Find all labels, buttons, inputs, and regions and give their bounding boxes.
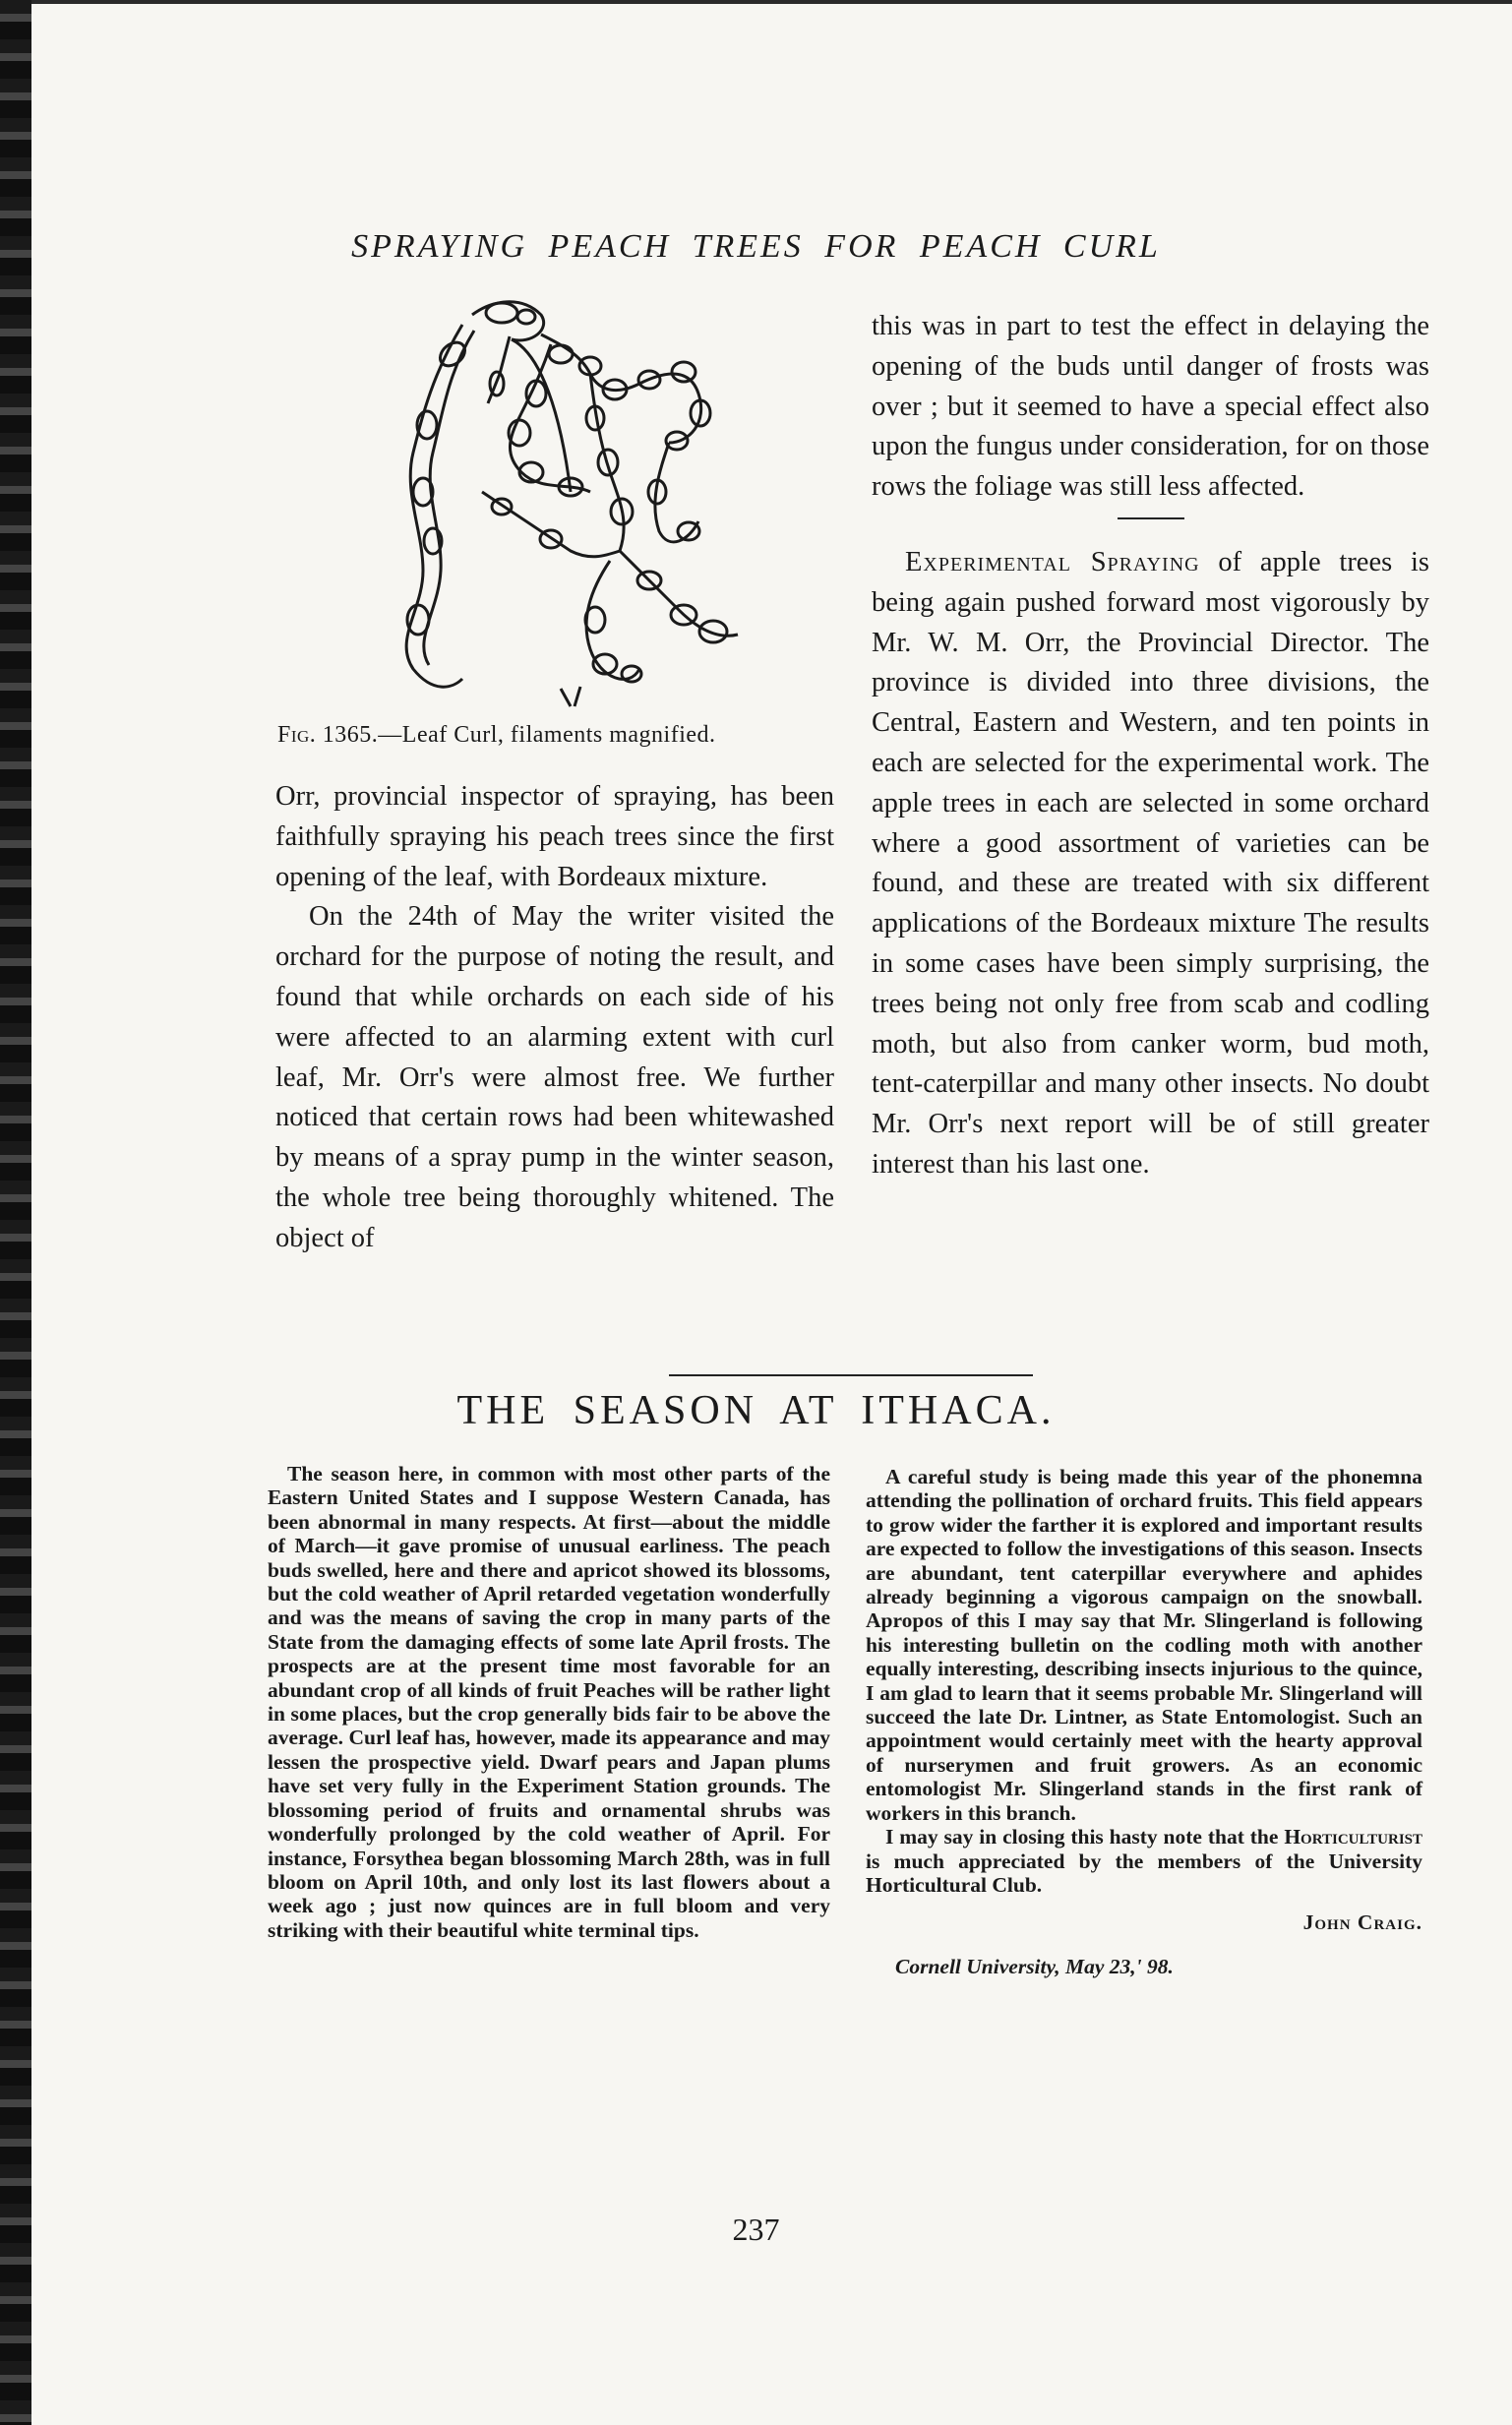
season-left-paragraph: The season here, in common with most other parts of the Eastern United States and I suppose Western Canada, has been abnormal in many respects. At first—about the middle of March—it gave promise of unusual earliness. The peach buds swelled, here and there and apricot showed its blossoms, but the cold weather of April retarded vegetation wonderfully and was the means of saving the crop in many parts of the State from the damaging effects of some late April frosts. The prospects are at the present time most favorable for an abundant crop of all kinds of fruit Peaches will be rather light in some places, but the crop generally bids fair to be above the average. Curl leaf has, however, made its appearance and may lessen the prospective yield. Dwarf pears and Japan plums have set very fully in the Experiment Station grounds. The blossoming period of fruits and ornamental shrubs was wonderfully prolonged by the cold weather of April. For instance, Forsythea began blossoming March 28th, was in full bloom on April 10th, and only lost its last flowers about a week ago ; just now quinces are in full bloom and very striking with their beautiful white terminal tips. [268,1462,830,1942]
short-divider [1118,517,1184,519]
page-number: 237 [732,2212,780,2247]
right-paragraph-2 [872,543,1429,1185]
running-head: SPRAYING PEACH TREES FOR PEACH CURL [351,228,1161,265]
binding-edge [0,0,31,2425]
section-title: THE SEASON AT ITHACA. [456,1388,1056,1433]
season-right-column [866,1465,1422,1978]
closing-text-before: I may say in closing this hasty note that the [885,1825,1285,1849]
experimental-spraying-lead: Experimental Spraying [905,546,1200,577]
right-paragraph-1: this was in part to test the effect in delaying the opening of the buds until danger of frosts was over ; but it seemed to have a special effect also upon the fungus under consideration, for on those rows the foliage was still less affected. [872,311,1429,503]
left-column [275,777,834,1259]
season-right-paragraph-2 [866,1825,1422,1897]
left-paragraph-1: Orr, provincial inspector of spraying, has been faithfully spraying his peach trees since the first opening of the leaf, with Bordeaux mixture. [275,781,834,892]
section-divider [669,1374,1033,1376]
left-paragraph-2: On the 24th of May the writer visited the orchard for the purpose of noting the result, and found that while orchards on each side of his were affected to an alarming extent with curl leaf, Mr. Orr's were almost free. We further noticed that certain rows had been whitewashed by means of a spray pump in the winter season, the whole tree being thoroughly whitened. The object of [275,901,834,1253]
author-signature: John Craig. [1302,1910,1422,1935]
right-paragraph-2-body: of apple trees is being again pushed forward most vigorously by Mr. W. M. Orr, the Provincial Director. The province is divided into three divisions, the Central, Eastern and Western, and ten points in each are selected for the experimental work. The apple trees in each are selected in some orchard where a good assortment of varieties can be found, and these are treated with six different applications of the Bordeaux mixture The results in some cases have been simply surprising, the trees being not only free from scab and codling moth, but also from canker worm, bud moth, tent-caterpillar and many other insects. No doubt Mr. Orr's next report will be of still greater interest than his last one. [872,546,1429,1180]
season-right-paragraph-1: A careful study is being made this year of the phonemna attending the pollination of orchard fruits. This field appears to grow wider the farther it is explored and important results are expected to follow the investigations of this season. Insects are abundant, tent caterpillar everywhere and aphides already beginning a vigorous campaign on the snowball. Apropos of this I may say that Mr. Slingerland is following his interesting bulletin on the codling moth with another equally interesting, describing insects injurious to the quince, I am glad to learn that it seems probable Mr. Slingerland will succeed the late Dr. Lintner, as State Entomologist. Such an appointment would certainly meet with the hearty approval of nurserymen and fruit growers. As an economic entomologist Mr. Slingerland stands in the first rank of workers in this branch. [866,1465,1422,1825]
page-top-edge [31,0,1512,4]
right-column [872,307,1429,1185]
figure-caption [277,722,716,749]
leaf-curl-filaments-illustration [393,295,748,708]
journal-name: Horticulturist [1284,1825,1422,1849]
figure-label: Fig. 1365. [277,722,379,748]
figure-caption-text: —Leaf Curl, filaments magnified. [378,722,716,748]
season-left-column [268,1462,830,1942]
dateline: Cornell University, May 23,' 98. [895,1954,1174,1978]
closing-text-after: is much appreciated by the members of the University Horticultural Club. [866,1849,1422,1897]
